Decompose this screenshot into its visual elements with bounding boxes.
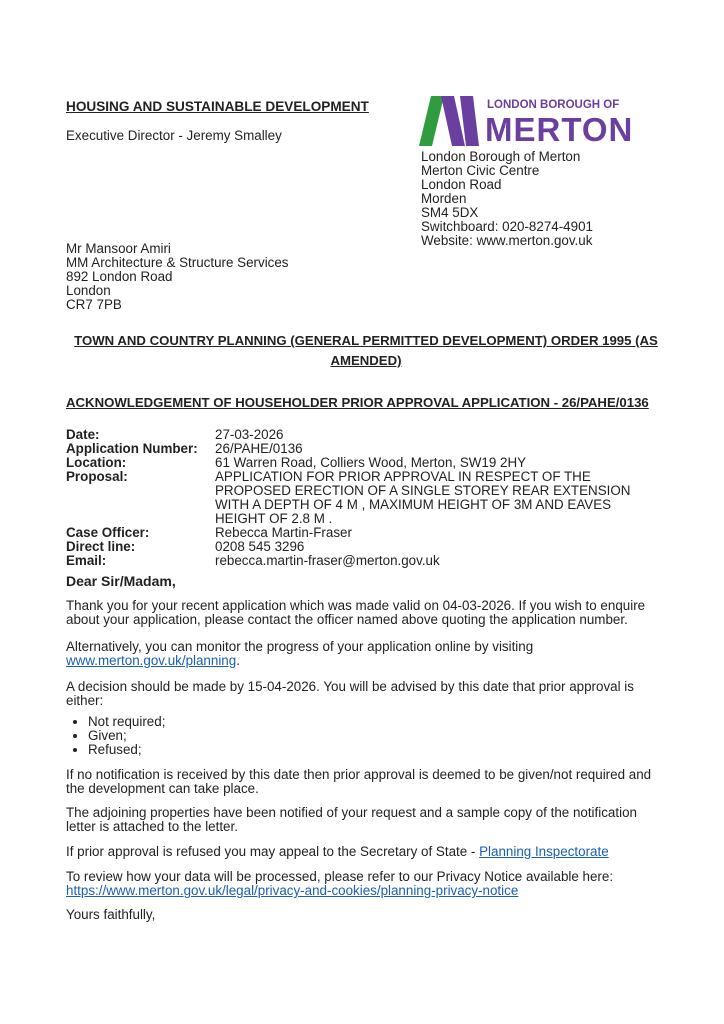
logo-top-text: LONDON BOROUGH OF bbox=[487, 99, 620, 111]
merton-logo-mark bbox=[419, 94, 639, 146]
address-line: Merton Civic Centre bbox=[421, 163, 540, 178]
paragraph-text: . bbox=[236, 653, 240, 668]
paragraph-text: Alternatively, you can monitor the progress of your application online by visiting bbox=[66, 639, 534, 654]
address-line: SM4 5DX bbox=[421, 205, 479, 220]
detail-value: 61 Warren Road, Colliers Wood, Merton, SW19 2HY bbox=[215, 455, 527, 470]
paragraph-text: If prior approval is refused you may appeal to the Secretary of State - bbox=[66, 844, 476, 859]
paragraph-notification: If no notification is received by this date then prior approval is deemed to be given/not required and the development can take place. bbox=[66, 767, 652, 796]
address-line: MM Architecture & Structure Services bbox=[66, 255, 289, 270]
salutation: Dear Sir/Madam, bbox=[66, 573, 176, 589]
paragraph-validity: Thank you for your recent application which was made valid on 04-03-2026. If you wish to enquire about your application, please contact the officer named above quoting the application number. bbox=[66, 598, 646, 627]
address-line: Switchboard: 020-8274-4901 bbox=[421, 219, 593, 234]
department-title: HOUSING AND SUSTAINABLE DEVELOPMENT bbox=[66, 99, 369, 114]
planning-link[interactable]: www.merton.gov.uk/planning bbox=[66, 653, 237, 668]
address-line: London Road bbox=[421, 177, 502, 192]
address-line: Morden bbox=[421, 191, 467, 206]
paragraph-monitor bbox=[66, 640, 666, 668]
list-item: • Refused; bbox=[88, 743, 666, 757]
list-item: • Given; bbox=[88, 729, 666, 743]
address-line: London Borough of Merton bbox=[421, 149, 581, 164]
detail-row bbox=[66, 428, 655, 442]
approval-options bbox=[66, 715, 666, 757]
detail-label: Proposal: bbox=[66, 469, 128, 484]
detail-label: Date: bbox=[66, 427, 100, 442]
detail-value: Rebecca Martin-Fraser bbox=[215, 525, 352, 540]
privacy-notice-link[interactable]: https://www.merton.gov.uk/legal/privacy-and-cookies/planning-privacy-notice bbox=[66, 883, 519, 898]
application-details bbox=[66, 428, 655, 568]
detail-label: Direct line: bbox=[66, 539, 136, 554]
detail-row bbox=[66, 470, 655, 526]
detail-label: Email: bbox=[66, 553, 107, 568]
detail-row bbox=[66, 442, 655, 456]
merton-logo bbox=[419, 94, 639, 146]
detail-value: 0208 545 3296 bbox=[215, 539, 305, 554]
paragraph-decision: A decision should be made by 15-04-2026. You will be advised by this date that prior approval is either: bbox=[66, 679, 634, 708]
list-item: • Not required; bbox=[88, 715, 666, 729]
paragraph-neighbours: The adjoining properties have been notified of your request and a sample copy of the notification letter is attached to the letter. bbox=[66, 805, 637, 834]
detail-row bbox=[66, 540, 655, 554]
logo-main-text: MERTON bbox=[485, 111, 634, 146]
acknowledgement-heading: ACKNOWLEDGEMENT OF HOUSEHOLDER PRIOR APPROVAL APPLICATION - 26/PAHE/0136 bbox=[66, 395, 649, 410]
planning-inspectorate-link[interactable]: Planning Inspectorate bbox=[479, 844, 609, 859]
detail-label: Application Number: bbox=[66, 441, 198, 456]
detail-label: Location: bbox=[66, 455, 127, 470]
paragraph-appeal bbox=[66, 845, 666, 859]
detail-label: Case Officer: bbox=[66, 525, 150, 540]
detail-row bbox=[66, 554, 655, 568]
executive-director: Executive Director - Jeremy Smalley bbox=[66, 128, 282, 143]
address-line: 892 London Road bbox=[66, 269, 173, 284]
address-line: London bbox=[66, 283, 111, 298]
address-line: Mr Mansoor Amiri bbox=[66, 241, 171, 256]
detail-value: 27-03-2026 bbox=[215, 427, 284, 442]
recipient-address bbox=[66, 242, 289, 312]
detail-row bbox=[66, 526, 655, 540]
address-line: CR7 7PB bbox=[66, 297, 122, 312]
detail-row bbox=[66, 456, 655, 470]
detail-value: APPLICATION FOR PRIOR APPROVAL IN RESPECT OF THE PROPOSED ERECTION OF A SINGLE STOREY REAR EXTENSION WITH A DEPTH OF 4 M , MAXIMUM HEIGHT OF 3M AND EAVES HEIGHT OF 2.8 M . bbox=[215, 469, 631, 526]
closing: Yours faithfully, bbox=[66, 907, 156, 922]
paragraph-privacy bbox=[66, 870, 666, 898]
council-address bbox=[421, 150, 593, 248]
paragraph-text: To review how your data will be processed, please refer to our Privacy Notice available here: bbox=[66, 869, 614, 884]
order-heading: TOWN AND COUNTRY PLANNING (GENERAL PERMITTED DEVELOPMENT) ORDER 1995 (AS AMENDED) bbox=[74, 333, 658, 368]
detail-value: rebecca.martin-fraser@merton.gov.uk bbox=[215, 553, 440, 568]
detail-value: 26/PAHE/0136 bbox=[215, 441, 303, 456]
address-line: Website: www.merton.gov.uk bbox=[421, 233, 593, 248]
